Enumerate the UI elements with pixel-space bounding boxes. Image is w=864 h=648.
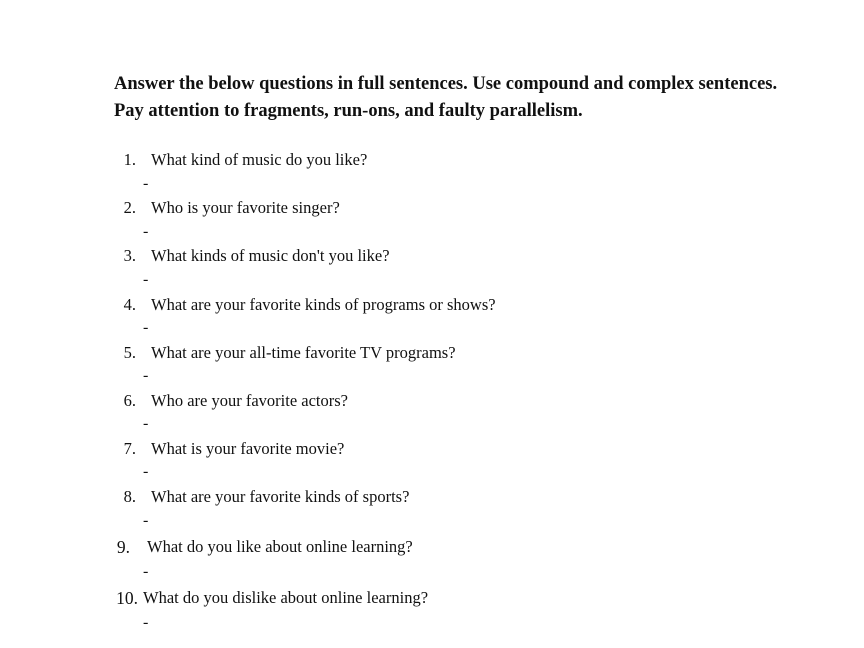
answer-dash: - — [143, 271, 149, 288]
answer-dash: - — [143, 367, 149, 384]
question-number: 2. — [123, 198, 136, 217]
answer-dash: - — [143, 223, 149, 240]
answer-dash: - — [143, 614, 149, 631]
question-item — [0, 391, 864, 411]
question-number: 7. — [123, 439, 136, 458]
question-number: 5. — [123, 343, 136, 362]
question-text: What is your favorite movie? — [151, 439, 345, 458]
question-item — [0, 537, 864, 557]
question-text: Who is your favorite singer? — [151, 198, 340, 217]
instructions — [114, 71, 844, 125]
answer-dash: - — [143, 415, 149, 432]
question-text: What kinds of music don't you like? — [151, 246, 390, 265]
question-text: What are your favorite kinds of programs or shows? — [151, 295, 496, 314]
question-item — [0, 439, 864, 459]
question-number: 4. — [123, 295, 136, 314]
question-text: What kind of music do you like? — [151, 150, 368, 169]
instructions-line-2: Pay attention to fragments, run-ons, and faulty parallelism. — [114, 101, 583, 121]
question-item — [0, 487, 864, 507]
question-number: 8. — [123, 487, 136, 506]
instructions-line-1: Answer the below questions in full sentences. Use compound and complex sentences. — [114, 74, 778, 94]
answer-dash: - — [143, 563, 149, 580]
question-number: 6. — [123, 391, 136, 410]
question-text: What do you like about online learning? — [147, 537, 413, 556]
question-text: What are your favorite kinds of sports? — [151, 487, 410, 506]
answer-dash: - — [143, 463, 149, 480]
question-number: 9. — [116, 537, 130, 557]
answer-dash: - — [143, 512, 149, 529]
question-item — [0, 295, 864, 315]
question-text: Who are your favorite actors? — [151, 391, 348, 410]
question-item — [0, 588, 864, 608]
answer-dash: - — [143, 319, 149, 336]
question-number: 10. — [116, 588, 138, 608]
question-item — [0, 343, 864, 363]
question-text: What do you dislike about online learning? — [143, 588, 429, 607]
question-number: 3. — [123, 246, 136, 265]
question-item — [0, 198, 864, 218]
question-text: What are your all-time favorite TV programs? — [151, 343, 456, 362]
question-number: 1. — [123, 150, 136, 169]
answer-dash: - — [143, 175, 149, 192]
question-item — [0, 246, 864, 266]
question-item — [0, 150, 864, 170]
